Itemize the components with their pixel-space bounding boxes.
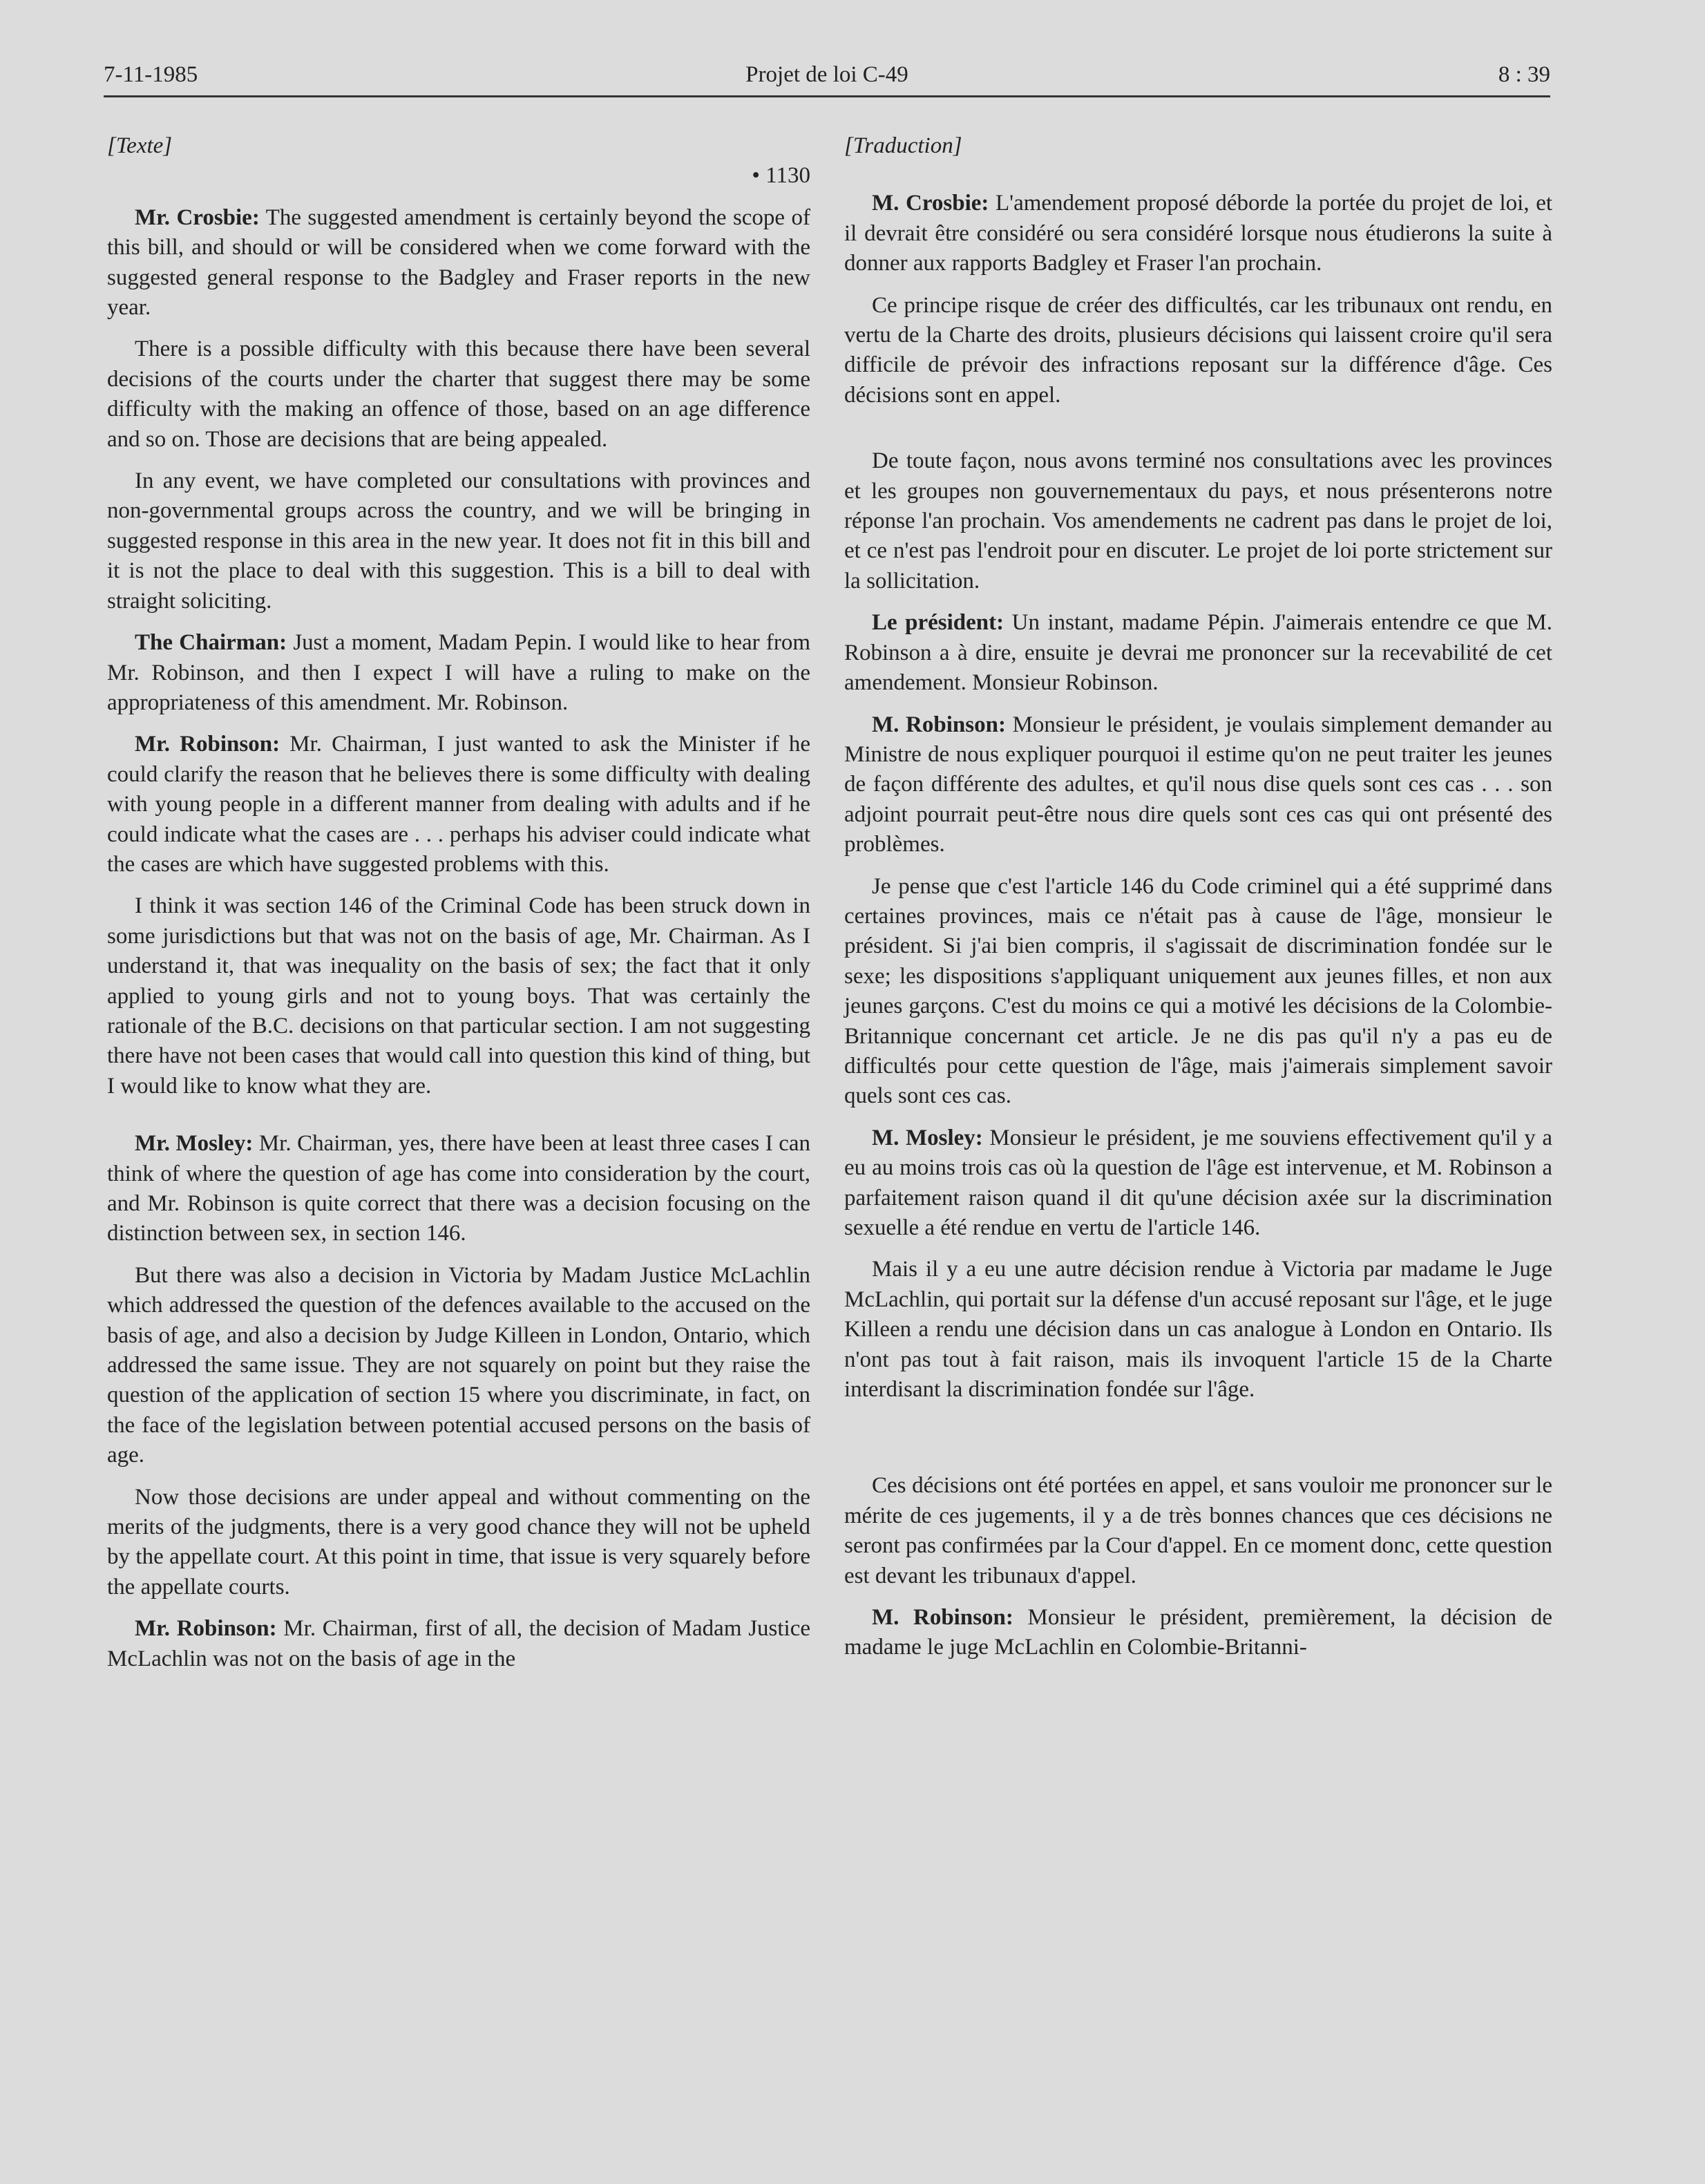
paragraph <box>844 189 1552 278</box>
speaker-name: Le président: <box>872 610 1004 636</box>
header-title: Projet de loi C-49 <box>745 62 908 87</box>
paragraph-text: Mr. Chairman, first of all, the decision of Madam Justice McLachlin was not on the basis of age in the <box>107 1616 811 1671</box>
speaker-name: M. Robinson: <box>872 712 1006 737</box>
paragraph-text: In any event, we have completed our consultations with provinces and non-governmental groups across the country, and we will be bringing in suggested response in this area in the new year. It does not fit in this bill and it is not the place to deal with this suggestion. This is a bill to deal with straight soliciting. <box>107 468 810 614</box>
paragraph-text: De toute façon, nous avons terminé nos consultations avec les provinces et les groupes non gouvernementaux du pays, et nous présenterons notre réponse l'an prochain. Vos amendements ne cadrent pas dans le projet de loi, et ce n'est pas l'endroit pour en discuter. Le projet de loi porte strictement sur la sollicitation. <box>844 448 1552 594</box>
paragraph-text: Un instant, madame Pépin. J'aimerais entendre ce que M. Robinson a à dire, ensuite je devrai me prononcer sur la recevabilité de cet amendement. Monsieur Robinson. <box>844 610 1552 696</box>
french-column <box>844 131 1552 1663</box>
header-page-number: 8 : 39 <box>1498 62 1550 87</box>
page-header <box>104 59 1550 97</box>
paragraph-text: Mais il y a eu une autre décision rendue à Victoria par madame le Juge McLachlin, qui portait sur la défense d'un accusé reposant sur l'âge, et le juge Killeen a rendu une décision dans un cas analogue à London en Ontario. Ils n'ont pas tout à fait raison, mais ils invoquent l'article 15 de la Charte interdisant la discrimination fondée sur l'âge. <box>844 1257 1552 1403</box>
header-date: 7-11-1985 <box>104 62 198 87</box>
paragraph <box>844 872 1552 1112</box>
paragraph <box>844 608 1552 698</box>
paragraph-text: Ce principe risque de créer des difficultés, car les tribunaux ont rendu, en vertu de la Charte des droits, plusieurs décisions qui laissent croire qu'il sera difficile de prévoir des infractions reposant sur la différence d'âge. Ces décisions sont en appel. <box>844 292 1552 408</box>
language-tag: [Traduction] <box>844 133 962 158</box>
paragraph <box>107 1614 810 1674</box>
paragraph <box>107 891 810 1101</box>
paragraph-text: Monsieur le président, je voulais simplement demander au Ministre de nous expliquer pourquoi il estime qu'on ne peut traiter les jeunes de façon différente des adultes, et qu'il nous dise quels sont ces cas . . . son adjoint pourrait peut-être nous dire quels sont ces cas qui ont présenté des problèmes. <box>844 712 1552 857</box>
paragraph <box>844 1123 1552 1244</box>
speaker-name: Mr. Robinson: <box>135 1616 277 1642</box>
paragraph <box>107 466 810 616</box>
paragraph <box>107 730 810 880</box>
paragraph-text: Just a moment, Madam Pepin. I would like to hear from Mr. Robinson, and then I expect I will have a ruling to make on the appropriateness of this amendment. Mr. Robinson. <box>107 630 810 715</box>
paragraph <box>844 1255 1552 1405</box>
paragraph-text: Je pense que c'est l'article 146 du Code criminel qui a été supprimé dans certaines provinces, mais ce n'était pas à cause de l'âge, monsieur le président. Si j'ai bien compris, il s'agissait de discrimination fondée sur le sexe; les dispositions s'appliquant uniquement aux jeunes filles, et non aux jeunes garçons. C'est du moins ce qui a motivé les décisions de la Colombie-Britannique concernant cet article. Je ne dis pas qu'il n'y a pas eu de difficultés pour cette question de l'âge, mais j'aimerais simplement savoir quels sont ces cas. <box>844 873 1552 1109</box>
speaker-name: The Chairman: <box>135 630 287 656</box>
paragraph <box>844 710 1552 860</box>
paragraph <box>107 1483 810 1603</box>
paragraph <box>107 628 810 718</box>
paragraph-text: Mr. Chairman, I just wanted to ask the Minister if he could clarify the reason that he believes there is some difficulty with dealing with young people in a different manner from dealing with adults and if he could indicate what the cases are . . . perhaps his adviser could indicate what the cases are which have suggested problems with this. <box>107 732 810 877</box>
language-tag: [Texte] <box>107 133 173 158</box>
paragraph-text: Now those decisions are under appeal and without commenting on the merits of the judgments, there is a very good chance they will not be upheld by the appellate court. At this point in time, that issue is very squarely before the appellate courts. <box>107 1484 810 1599</box>
speaker-name: Mr. Crosbie: <box>135 205 260 230</box>
speaker-name: M. Mosley: <box>872 1125 983 1150</box>
paragraph <box>844 1603 1552 1663</box>
paragraph <box>844 1471 1552 1591</box>
paragraph-text: Mr. Chairman, yes, there have been at least three cases I can think of where the question of age has come into consideration by the court, and Mr. Robinson is quite correct that there was a decision focusing on the distinction between sex, in section 146. <box>107 1131 810 1246</box>
paragraph-text: I think it was section 146 of the Criminal Code has been struck down in some jurisdictions but that was not on the basis of age, Mr. Chairman. As I understand it, that was inequality on the basis of sex; the fact that it only applied to young girls and not to young boys. That was certainly the rationale of the B.C. decisions on that particular section. I am not suggesting there have not been cases that would call into question this kind of thing, but I would like to know what they are. <box>107 893 810 1099</box>
english-column <box>107 131 810 1674</box>
paragraph-text: But there was also a decision in Victoria by Madam Justice McLachlin which addressed the question of the defences available to the accused on the basis of age, and also a decision by Judge Killeen in London, Ontario, which addressed the same issue. They are not squarely on point but they raise the question of the application of section 15 where you discriminate, in fact, on the face of the legislation between potential accused persons on the basis of age. <box>107 1262 810 1468</box>
paragraph <box>107 1129 810 1249</box>
speaker-name: Mr. Mosley: <box>135 1131 254 1157</box>
paragraph <box>107 203 810 323</box>
time-marker: • 1130 <box>752 163 810 189</box>
speaker-name: Mr. Robinson: <box>135 732 280 757</box>
paragraph-text: Monsieur le président, premièrement, la décision de madame le juge McLachlin en Colombie-Britanni- <box>844 1605 1552 1660</box>
paragraph-text: Ces décisions ont été portées en appel, et sans vouloir me prononcer sur le mérite de ces jugements, il y a de très bonnes chances que ces décisions ne seront pas confirmées par la Cour d'appel. En ce moment donc, cette question est devant les tribunaux d'appel. <box>844 1473 1552 1588</box>
speaker-name: M. Robinson: <box>872 1605 1013 1631</box>
paragraph <box>107 334 810 455</box>
paragraph <box>844 291 1552 411</box>
speaker-name: M. Crosbie: <box>872 191 989 216</box>
paragraph-text: The suggested amendment is certainly beyond the scope of this bill, and should or will be considered when we come forward with the suggested general response to the Badgley and Fraser reports in the new year. <box>107 205 810 321</box>
paragraph <box>844 446 1552 596</box>
paragraph-text: There is a possible difficulty with this because there have been several decisions of the courts under the charter that suggest there may be some difficulty with the making an offence of those, based on an age difference and so on. Those are decisions that are being appealed. <box>107 336 810 452</box>
paragraph-text: L'amendement proposé déborde la portée du projet de loi, et il devrait être considéré ou sera considéré lorsque nous étudierons la suite à donner aux rapports Badgley et Fraser l'an prochain. <box>844 191 1553 276</box>
paragraph-text: Monsieur le président, je me souviens effectivement qu'il y a eu au moins trois cas où la question de l'âge est intervenue, et M. Robinson a parfaitement raison quand il dit qu'une décision axée sur la discrimination sexuelle a été rendue en vertu de l'article 146. <box>844 1125 1552 1240</box>
paragraph <box>107 1261 810 1471</box>
